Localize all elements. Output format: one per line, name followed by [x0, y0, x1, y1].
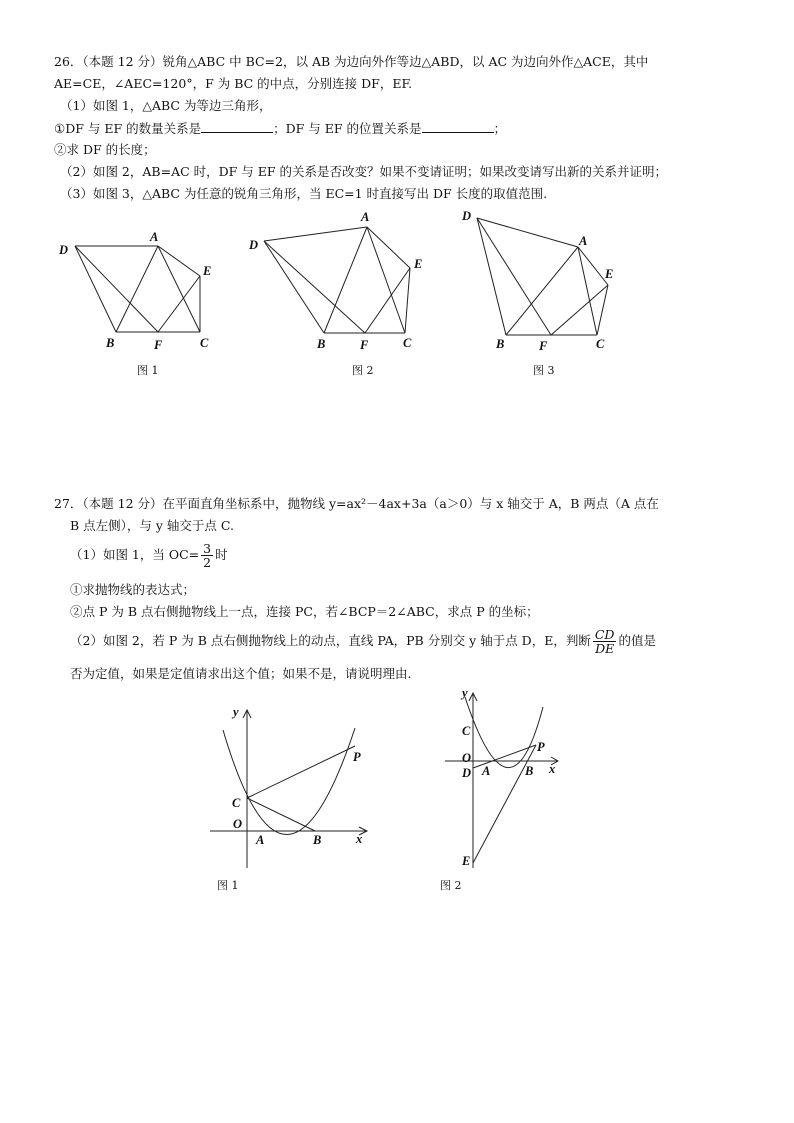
label-A: A [361, 210, 370, 224]
label-C: C [462, 724, 471, 738]
q26-figure-1-caption: 图 1 [137, 364, 159, 377]
label-D: D [59, 243, 69, 257]
q26-figure-3-caption: 图 3 [533, 364, 555, 377]
q26-sub1-text-b: ；DF 与 EF 的位置关系是 [273, 121, 422, 136]
label-D: D [462, 766, 472, 780]
q26-part1-sub2: ②求 DF 的长度； [54, 142, 156, 157]
q27-figure-2 [440, 685, 570, 870]
label-P: P [353, 750, 361, 764]
label-x: x [356, 832, 363, 846]
label-B: B [496, 337, 505, 351]
q26-sub1-text-a: ①DF 与 EF 的数量关系是 [54, 121, 202, 136]
label-B: B [313, 833, 322, 847]
q26-figure-2 [245, 205, 435, 355]
q26-figure-3 [455, 205, 635, 355]
q27-part2 [70, 626, 656, 656]
q27-part1-suffix: 时 [215, 547, 228, 562]
label-C: C [403, 336, 412, 350]
q26-figure-2-caption: 图 2 [352, 364, 374, 377]
q26-part1-sub1 [54, 120, 506, 137]
q27-part1 [70, 540, 228, 570]
q27-part2-text: （2）如图 2，若 P 为 B 点右侧抛物线上的动点，直线 PA，PB 分别交 y 轴于点 D，E，判断 [70, 633, 591, 648]
label-C: C [232, 796, 241, 810]
label-D: D [462, 209, 472, 223]
label-y: y [462, 686, 468, 700]
label-O: O [233, 817, 243, 831]
q26-part3: （3）如图 3，△ABC 为任意的锐角三角形，当 EC=1 时直接写出 DF 长度的取值范围. [60, 186, 548, 201]
label-F: F [154, 338, 163, 352]
q26-part1: （1）如图 1，△ABC 为等边三角形， [60, 98, 272, 113]
q27-part1-text: （1）如图 1，当 OC= [70, 547, 200, 562]
label-B: B [106, 336, 115, 350]
label-O: O [462, 751, 472, 765]
q27-part2-cont: 否为定值，如果是定值请求出这个值；如果不是，请说明理由. [70, 666, 412, 681]
fraction-three-halves [201, 542, 213, 569]
label-F: F [360, 338, 369, 352]
fraction-cd-de [593, 628, 617, 655]
q27-figure-1 [205, 700, 380, 870]
label-A: A [579, 234, 588, 248]
label-E: E [203, 264, 212, 278]
label-E: E [414, 257, 423, 271]
q27-part1-sub1: ①求抛物线的表达式； [70, 582, 196, 597]
q27-part1-sub2: ②点 P 为 B 点右侧抛物线上一点，连接 PC，若∠BCP＝2∠ABC，求点 P 的坐标； [70, 604, 539, 619]
fraction-numerator: CD [594, 627, 615, 642]
label-A: A [150, 230, 159, 244]
label-D: D [249, 238, 259, 252]
q27-line-2: B 点左侧），与 y 轴交于点 C. [70, 518, 234, 533]
label-P: P [537, 740, 545, 754]
q26-line-2: AE=CE，∠AEC=120°，F 为 BC 的中点，分别连接 DF，EF. [54, 76, 413, 91]
label-F: F [539, 339, 548, 353]
q27-figure-2-caption: 图 2 [440, 879, 462, 892]
q26-figure-1 [50, 225, 230, 355]
q27-figure-1-caption: 图 1 [217, 879, 239, 892]
label-E: E [462, 854, 471, 868]
fraction-numerator: 3 [203, 541, 212, 556]
label-C: C [200, 336, 209, 350]
label-A: A [256, 833, 265, 847]
answer-blank-2[interactable] [422, 120, 494, 133]
label-B: B [525, 764, 534, 778]
label-E: E [605, 267, 614, 281]
label-C: C [596, 337, 605, 351]
q26-part2: （2）如图 2，AB=AC 时，DF 与 EF 的关系是否改变？如果不变请证明；如果改变请写出新的关系并证明； [60, 164, 668, 179]
label-x: x [549, 762, 556, 776]
q26-sub1-text-c: ； [493, 121, 507, 136]
q27-line-1: 27．（本题 12 分）在平面直角坐标系中，抛物线 y=ax²－4ax+3a（a＞0）与 x 轴交于 A，B 两点（A 点在 [54, 496, 659, 511]
label-B: B [317, 337, 326, 351]
fraction-denominator: DE [595, 641, 615, 656]
answer-blank-1[interactable] [201, 120, 273, 133]
fraction-denominator: 2 [203, 555, 212, 570]
q26-line-1: 26．（本题 12 分）锐角△ABC 中 BC=2，以 AB 为边向外作等边△ABD，以 AC 为边向外作△ACE，其中 [54, 54, 649, 69]
label-y: y [233, 705, 239, 719]
q27-part2-suffix: 的值是 [618, 633, 656, 648]
label-A: A [482, 764, 491, 778]
